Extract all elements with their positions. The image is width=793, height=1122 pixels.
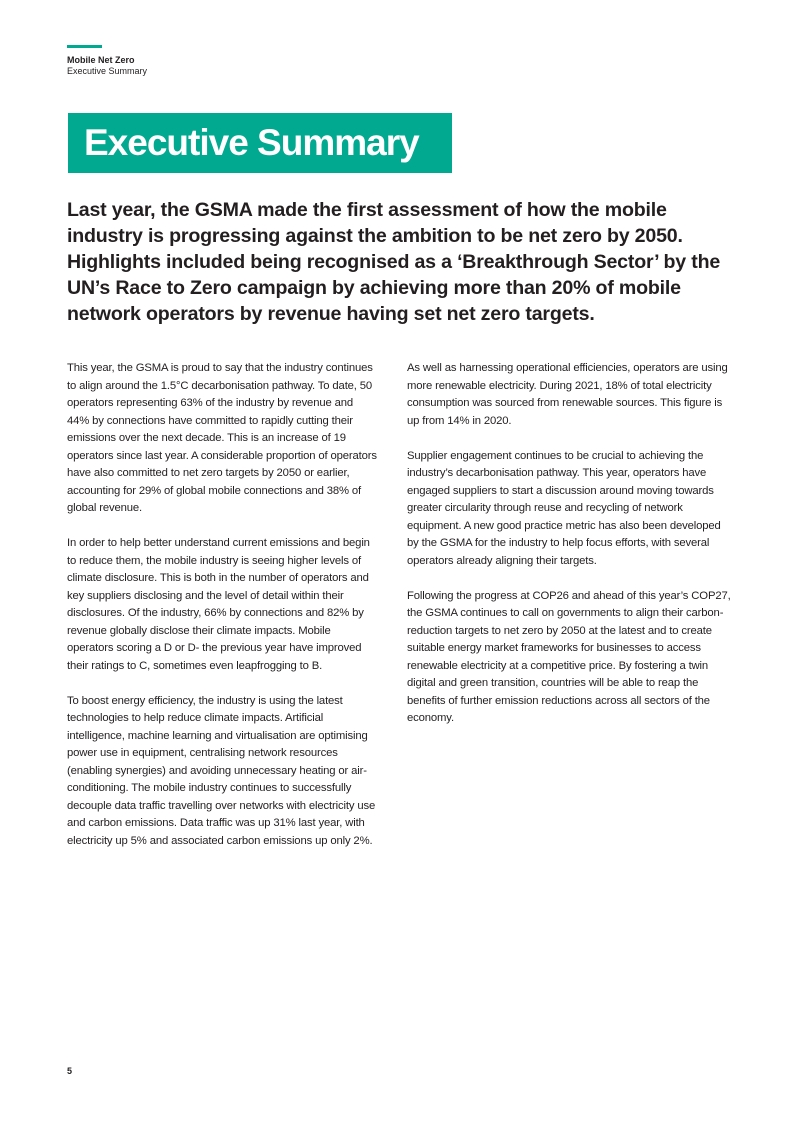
body-right-column <box>407 360 732 745</box>
body-paragraph: Supplier engagement continues to be crucial to achieving the industry’s decarbonisation pathway. This year, operators have engaged suppliers to start a discussion around moving towards greater circularity through reuse and recycling of network equipment. A new good practice metric has also been developed by the GSMA for the industry to help focus efforts, with several operators already aligning their targets. <box>407 449 721 567</box>
body-paragraph: To boost energy efficiency, the industry is using the latest technologies to help reduce climate impacts. Artificial intelligence, machine learning and virtualisation are optimising power use in equipment, centralising network resources (enabling synergies) and avoiding unnecessary heating or air-conditioning. The mobile industry continues to successfully decouple data traffic travelling over networks with electricity use and carbon emissions. Data traffic was up 31% last year, with electricity up 5% and associated carbon emissions up only 2%. <box>67 694 376 847</box>
running-header-title: Mobile Net Zero <box>67 55 135 65</box>
section-title-banner <box>68 113 452 173</box>
body-left-column <box>67 360 377 868</box>
body-paragraph: In order to help better understand current emissions and begin to reduce them, the mobile industry is seeing higher levels of climate disclosure. This is both in the number of operators and key suppliers disclosing and the level of detail within their disclosures. Of the industry, 66% by connections and 82% by revenue globally disclose their climate impacts. Mobile operators scoring a D or D- the previous year have improved their ratings to C, sometimes even leapfrogging to B. <box>67 537 370 672</box>
section-title: Executive Summary <box>84 122 419 163</box>
lead-paragraph: Last year, the GSMA made the first assessment of how the mobile industry is progressing against the ambition to be net zero by 2050. Highlights included being recognised as a ‘Breakthrough Sector’ by the UN’s Race to Zero campaign by achieving more than 20% of mobile network operators by revenue having set net zero targets. <box>67 199 721 325</box>
body-paragraph: This year, the GSMA is proud to say that the industry continues to align around the 1.5°C decarbonisation pathway. To date, 50 operators representing 63% of the industry by revenue and 44% by connections have committed to rapidly cutting their emissions over the next decade. This is an increase of 19 operators since last year. A considerable proportion of operators have also committed to net zero targets by 2050 or earlier, accounting for 29% of global mobile connections and 38% of global revenue. <box>67 362 377 514</box>
page-number: 5 <box>67 1066 73 1076</box>
body-paragraph: Following the progress at COP26 and ahead of this year’s COP27, the GSMA continues to call on governments to align their carbon-reduction targets to net zero by 2050 at the latest and to create suitable energy market frameworks for businesses to access renewable electricity at a competitive price. By fostering a twin digital and green transition, countries will be able to reap the benefits of further emission reductions across all sectors of the economy. <box>407 589 731 724</box>
body-paragraph: As well as harnessing operational efficiencies, operators are using more renewable electricity. During 2021, 18% of total electricity consumption was sourced from renewable sources. This figure is up from 14% in 2020. <box>407 362 728 427</box>
header-accent-bar <box>67 45 102 48</box>
running-header-subtitle: Executive Summary <box>67 66 148 76</box>
